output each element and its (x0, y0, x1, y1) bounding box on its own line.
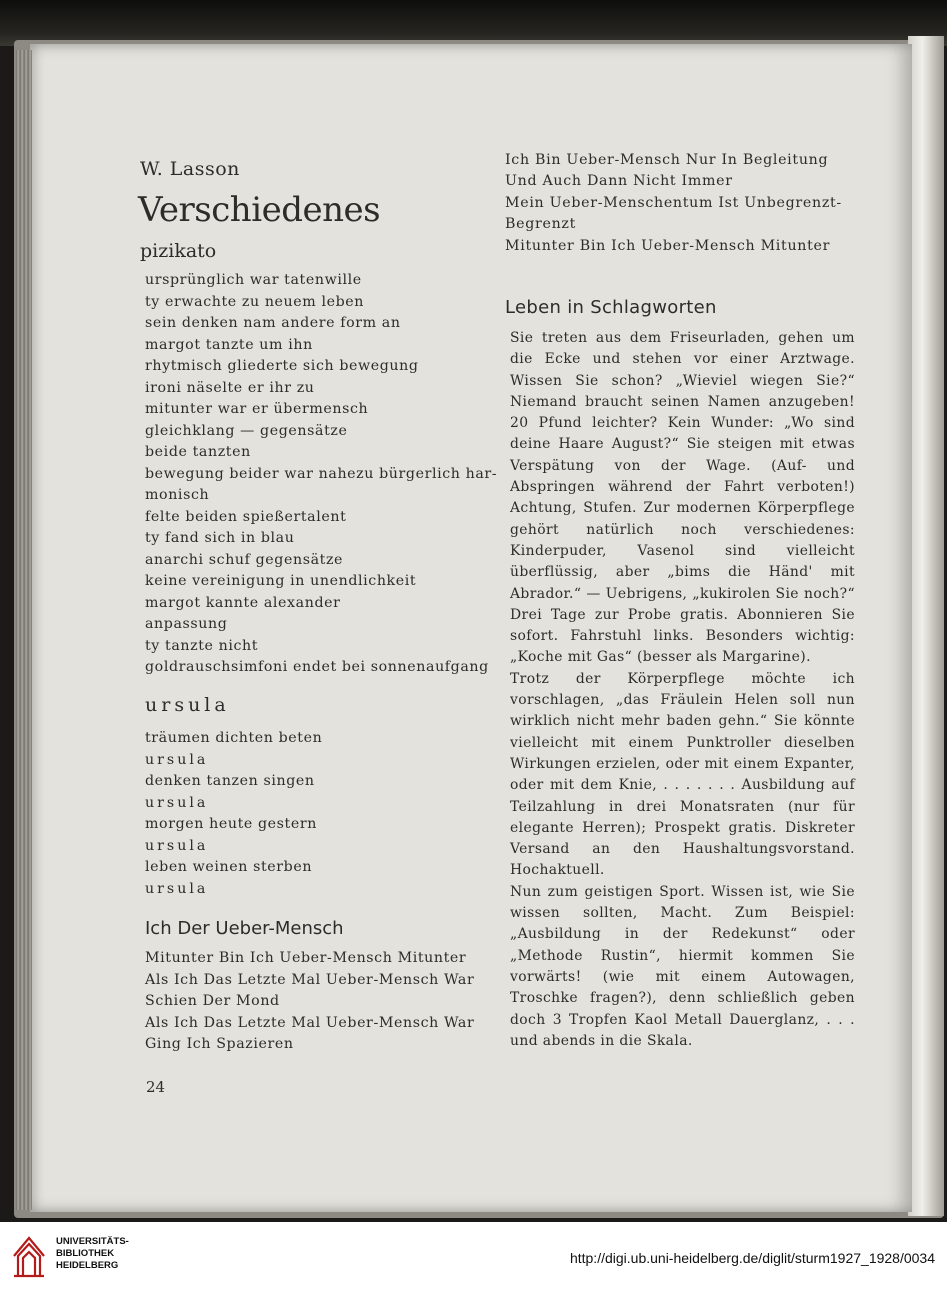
poem-line: sein denken nam andere form an (145, 315, 401, 331)
poem-line: morgen heute gestern (145, 816, 317, 832)
poem-line: anarchi schuf gegensätze (145, 551, 344, 568)
poem-line: ty erwachte zu neuem leben (145, 293, 364, 310)
poem-line: ursprünglich war tatenwille (145, 272, 362, 288)
paragraph: Sie treten aus dem Friseurladen, gehen um die Ecke und stehen vor einer Arztwage. Wissen Sie schon? „Wieviel wiegen Sie?“ Niemand braucht seinen Namen anzugeben! 20 Pfund leichter? Kein Wunder: „Wo sind deine Haare August?“ Sie steigen mit etwas Verspätung von der Wage. (Auf- und Abspringen während der Fahrt verboten!) Achtung, Stufen. Zur modernen Körperpflege gehört natürlich noch verschiedenes: Kinderpuder, Vasenol sind vielleicht überflüssig, aber „bims die Händ' mit Abrador.“ — Uebrigens, „kukirolen Sie noch?“ Drei Tage zur Probe gratis. Abonnieren Sie sofort. Fahrstuhl links. Besonders wichtig: „Koche mit Gas“ (besser als Margarine). (510, 330, 855, 666)
author-name: W. Lasson (140, 158, 240, 180)
poem-line: träumen dichten beten (145, 730, 323, 746)
poem-subtitle: pizikato (140, 240, 217, 262)
poem-line: beide tanzten (145, 444, 251, 460)
poem-line: ty fand sich in blau (145, 530, 295, 546)
poem-line: gleichklang — gegensätze (145, 422, 348, 439)
library-name (56, 1236, 129, 1272)
poem-line: Als Ich Das Letzte Mal Ueber-Mensch War (145, 971, 475, 988)
poem-line: ursula (145, 751, 209, 768)
poem-line: ty tanzte nicht (145, 637, 259, 654)
poem-line: ursula (145, 837, 209, 854)
poem-line: mitunter war er übermensch (145, 401, 369, 417)
poem-line: margot tanzte um ihn (145, 336, 313, 353)
poem-line: Als Ich Das Letzte Mal Ueber-Mensch War (145, 1014, 475, 1031)
poem-line: Mitunter Bin Ich Ueber-Mensch Mitunter (145, 950, 467, 966)
poem-line: margot kannte alexander (145, 594, 341, 611)
poem-line: Mein Ueber-Menschentum Ist Unbegrenzt- (505, 194, 842, 211)
poem-line: goldrauschsimfoni endet bei sonnenaufgang (145, 659, 489, 675)
poem-line: leben weinen sterben (145, 859, 313, 875)
poem-line: Begrenzt (505, 216, 576, 233)
poem-line: bewegung beider war nahezu bürgerlich har- (145, 465, 498, 482)
poem-line: Ging Ich Spazieren (145, 1036, 294, 1052)
poem-line: ursula (145, 880, 209, 897)
poem-ich (145, 948, 495, 1056)
library-name-line: HEIDELBERG (56, 1260, 119, 1271)
ich-heading: Ich Der Ueber-Mensch (145, 918, 344, 939)
paragraph: Nun zum geistigen Sport. Wissen ist, wie Sie wissen sollten, Macht. Zum Beispiel: „Ausbildung in der Redekunst“ oder „Methode Rustin“, hiermit kommen Sie vorwärts! (wie mit einem Autowagen, Troschke fragen?), denn schließlich geben doch 3 Tropfen Kaol Metall Dauerglanz, . . . und abends in die Skala. (510, 883, 855, 1049)
poem-line: Schien Der Mond (145, 993, 280, 1009)
poem-line: denken tanzen singen (145, 773, 315, 789)
poem-line: rhytmisch gliederte sich bewegung (145, 358, 419, 374)
poem-line: ursula (145, 794, 209, 811)
leben-heading: Leben in Schlagworten (505, 297, 717, 318)
poem-ich-continued (505, 150, 855, 257)
poem-line: ironi näselte er ihr zu (145, 379, 315, 396)
paragraph: Trotz der Körperpflege möchte ich vorschlagen, „das Fräulein Helen soll nun wirklich nicht mehr baden gehn.“ Sie könnte vielleicht mit einem Punktroller dieselben Wirkungen erzielen, oder mit einem Expanter, oder mit dem Knie, . . . . . . . Ausbildung auf Teilzahlung in drei Monatsraten (nur für elegante Herren); Prospekt gratis. Diskreter Versand an den Haushaltungsvorstand. Hochaktuell. (510, 670, 855, 879)
library-footer (0, 1222, 947, 1291)
source-url-link[interactable]: http://digi.ub.uni-heidelberg.de/diglit/sturm1927_1928/0034 (569, 1250, 935, 1266)
heidelberg-library-logo-icon (10, 1232, 48, 1280)
poem-line: keine vereinigung in unendlichkeit (145, 573, 417, 589)
ursula-heading: ursula (145, 694, 230, 716)
poem-line: Und Auch Dann Nicht Immer (505, 173, 733, 190)
poem-line: monisch (145, 487, 210, 503)
poem-pizikato (145, 270, 498, 679)
poem-line: anpassung (145, 616, 228, 632)
page-stack-edge (16, 50, 32, 1210)
article-title: Verschiedenes (138, 190, 381, 230)
page-number: 24 (146, 1078, 166, 1096)
leben-text (510, 328, 855, 1052)
library-name-line: BIBLIOTHEK (56, 1248, 115, 1259)
poem-line: felte beiden spießertalent (145, 508, 347, 525)
next-page-edge (908, 36, 944, 1216)
poem-ursula (145, 728, 495, 900)
library-name-line: UNIVERSITÄTS- (56, 1236, 129, 1247)
poem-line: Mitunter Bin Ich Ueber-Mensch Mitunter (505, 237, 831, 254)
poem-line: Ich Bin Ueber-Mensch Nur In Begleitung (505, 152, 829, 168)
